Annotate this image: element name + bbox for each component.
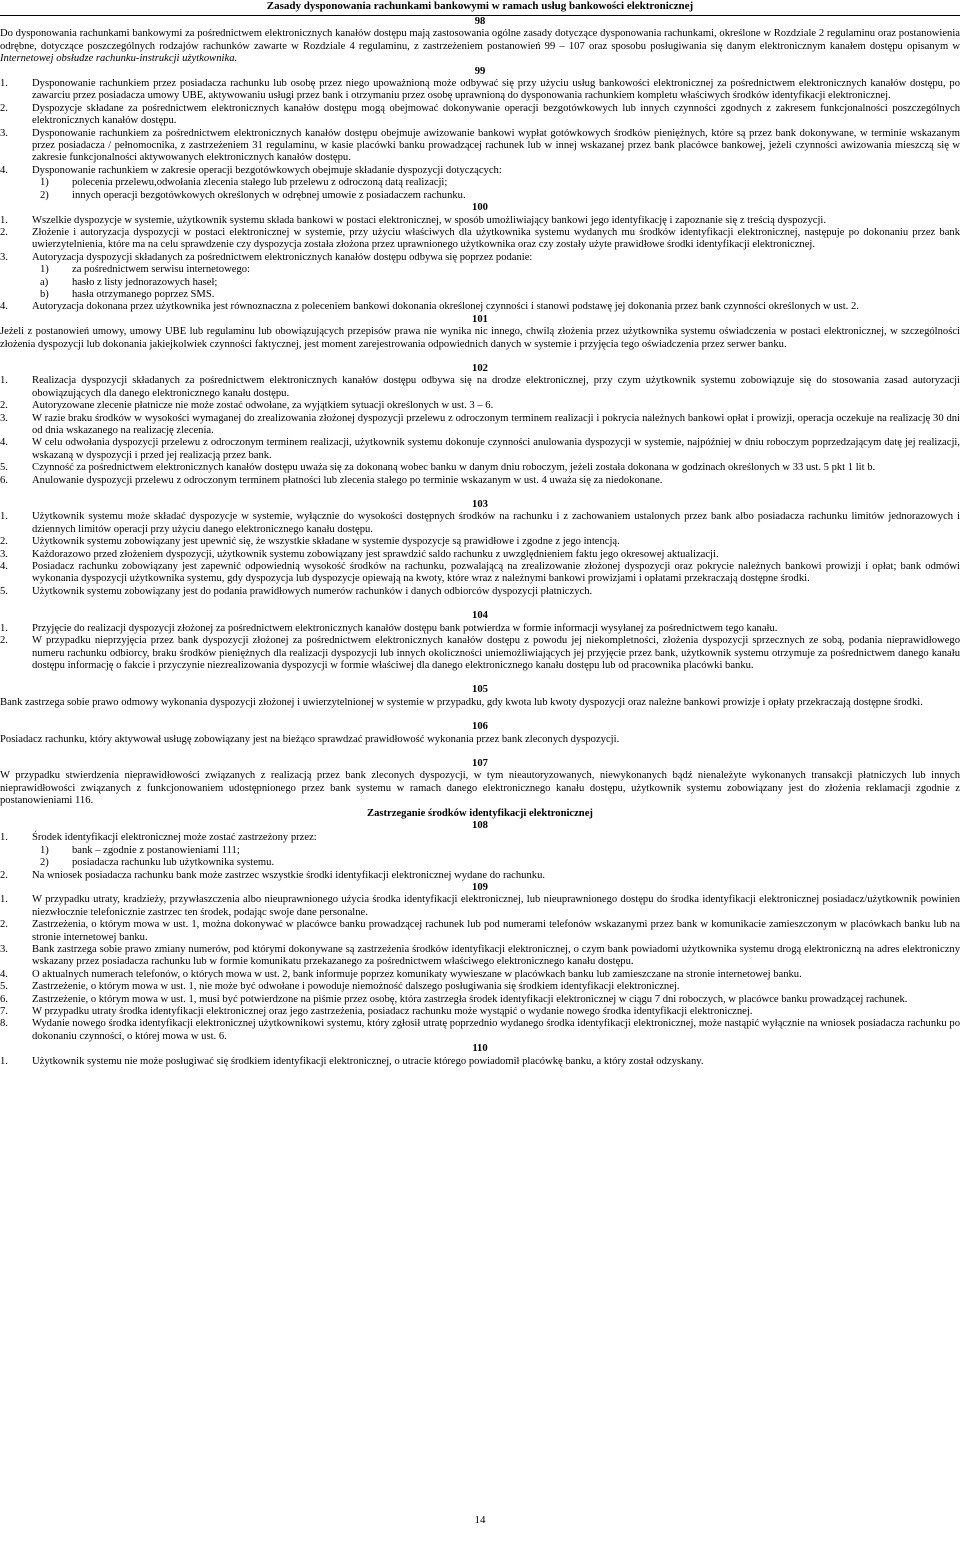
list-item-number: 2. [0, 869, 8, 881]
list-item [0, 919, 960, 944]
section-106 [0, 721, 960, 746]
list-item-number: 1) [40, 177, 49, 189]
list-item-number: 7. [0, 1006, 8, 1018]
paragraph-text [0, 326, 960, 351]
list-item-text: Czynność za pośrednictwem elektronicznych kanałów dostępu uważa się za dokonaną wobec banku w danym dniu roboczym, jeżeli została dokonana w godzinach określonych w 33 ust. 5 pkt 1 lit b. [32, 462, 876, 474]
list-item-number: b) [40, 288, 49, 300]
section-109 [0, 882, 960, 1043]
list-item-text: Autoryzowane zlecenie płatnicze nie może zostać odwołane, za wyjątkiem sytuacji określonych w ust. 3 – 6. [32, 400, 494, 412]
list-item-text: Użytkownik systemu zobowiązany jest upewnić się, że wszystkie składane w systemie dyspozycje są prawidłowe i zgodne z jego intencją. [32, 536, 620, 548]
list-item-text: za pośrednictwem serwisu internetowego: [72, 264, 250, 276]
list-item-number: 6. [0, 993, 8, 1005]
list-item-text: Złożenie i autoryzacja dyspozycji w postaci elektronicznej w systemie, przy użyciu właściwych dla użytkownika systemu wydanych mu środków identyfikacji elektronicznej, następuje po dokonaniu przez bank uwierzytelnienia, które ma na celu sprawdzenie czy dyspozycja została złożona przez uprawnionego użytkownika oraz czy zostały użyte prawidłowe środki identyfikacji elektronicznej. [32, 226, 960, 251]
list-item-number: 2. [0, 635, 8, 647]
paragraph-heading: 101 [472, 313, 488, 325]
section-98 [0, 16, 960, 66]
paragraph-text-italic: Internetowej obsłudze rachunku-instrukcji użytkownika. [0, 53, 238, 65]
list-item [0, 177, 960, 189]
list-item-number: 6. [0, 474, 8, 486]
section-105 [0, 684, 960, 709]
list-item [0, 227, 960, 252]
list-item-text: W przypadku nieprzyjęcia przez bank dyspozycji złożonej za pośrednictwem elektronicznych kanałów dostępu z powodu jej niekompletności, złożenia dyspozycji sprzecznych ze sobą, podania nieprawidłowego numeru rachunku odbiorcy, braku środków pieniężnych dla realizacji dyspozycji lub innych okoliczności uniemożliwiających jej przyjęcie przez bank, użytkownik systemu otrzymuje za pośrednictwem danego kanału dostępu informację o fakcie i przyczynie niezrealizowania dyspozycji w formie właściwej dla danego elektronicznego kanału dostępu lub od pracownika placówki banku. [32, 635, 960, 671]
paragraph-heading: 105 [472, 684, 488, 696]
list-item-number: 1. [0, 375, 8, 387]
paragraph-heading: 100 [472, 202, 488, 214]
section-101 [0, 314, 960, 351]
list-item-number: 4. [0, 437, 8, 449]
list-item-text: Użytkownik systemu nie może posługiwać się środkiem identyfikacji elektronicznej, o utracie którego powiadomił placówkę banku, a który został odzyskany. [32, 1055, 704, 1067]
list-item-number: 2) [40, 189, 49, 201]
list-item-number: 2) [40, 857, 49, 869]
list-item-text: Dysponowanie rachunkiem przez posiadacza rachunku lub osobę przez niego upoważnioną może odbywać się przy użyciu usług bankowości elektronicznej za pośrednictwem elektronicznych kanałów dostępu, po zawarciu przez posiadacza umowy UBE, aktywowaniu usługi przez bank i otrzymaniu przez osobę uprawnioną do dysponowania rachunkiem kompletu właściwych środków identyfikacji elektronicznej. [32, 78, 960, 102]
paragraph-heading: 99 [474, 65, 486, 77]
list-item [0, 128, 960, 165]
list-item-text: Anulowanie dyspozycji przelewu z odroczonym terminem płatności lub zlecenia stałego po terminie wskazanym w ust. 4 uważa się za niedokonane. [32, 474, 663, 486]
list-item [0, 190, 960, 202]
list-item-text: hasła otrzymanego poprzez SMS. [72, 288, 215, 300]
list-item [0, 462, 960, 474]
list-item-number: 2. [0, 400, 8, 412]
list-item-text: O aktualnych numerach telefonów, o których mowa w ust. 2, bank informuje poprzez komunikaty wywieszane w placówkach banku lub zamieszczane na stronie internetowej banku. [32, 968, 802, 980]
list-item [0, 832, 960, 844]
list-item [0, 437, 960, 462]
section-99 [0, 66, 960, 202]
list-item-text: Zastrzeżenia, o którym mowa w ust. 1, można dokonywać w placówce banku prowadzącej rachunek lub pod numerami telefonów wskazanymi przez bank w komunikacie zamieszczonym w placówkach banku lub na stronie internetowej banku. [32, 919, 960, 943]
list-item [0, 264, 960, 276]
list-item-text: Użytkownik systemu może składać dyspozycje w systemie, wyłącznie do wysokości dostępnych środków na rachunku i z zachowaniem ustalonych przez bank albo posiadacza rachunku limitów jednorazowych i dziennych limitów operacji przy użyciu danego elektronicznego kanału dostępu. [32, 511, 960, 535]
list-item-text: Środek identyfikacji elektronicznej może zostać zastrzeżony przez: [32, 832, 317, 844]
list-item-number: 1. [0, 894, 8, 906]
list-item-number: 1. [0, 511, 8, 523]
paragraph-heading: 110 [472, 1043, 488, 1055]
paragraph-heading: 103 [472, 499, 488, 511]
list-item-number: 4. [0, 164, 8, 176]
list-item [0, 78, 960, 103]
list-item [0, 981, 960, 993]
list-item-number: 5. [0, 981, 8, 993]
list-item-number: 2. [0, 919, 8, 931]
list-item-number: 1. [0, 214, 8, 226]
list-item [0, 289, 960, 301]
paragraph-heading: 107 [472, 757, 488, 769]
list-item [0, 845, 960, 857]
list-item-text: W celu odwołania dyspozycji przelewu z odroczonym terminem realizacji, użytkownik systemu dokonuje czynności anulowania dyspozycji w systemie, najpóźniej w dniu roboczym poprzedzającym datę jej realizacji, wskazaną w dyspozycji i przed jej realizacją przez bank. [32, 437, 960, 461]
list-item [0, 1056, 960, 1068]
list-item [0, 103, 960, 128]
list-item-number: 3. [0, 944, 8, 956]
list-item-number: 1. [0, 1055, 8, 1067]
paragraph-text [0, 770, 960, 807]
list-item-text: posiadacza rachunku lub użytkownika systemu. [72, 857, 275, 869]
list-item [0, 252, 960, 264]
list-item-text: Autoryzacja dyspozycji składanych za pośrednictwem elektronicznych kanałów dostępu odbywa się poprzez podanie: [32, 251, 533, 263]
list-item [0, 635, 960, 672]
list-item-number: 3. [0, 127, 8, 139]
list-item-text: bank – zgodnie z postanowieniami 111; [72, 844, 240, 856]
list-item-number: 1. [0, 78, 8, 90]
list-item-text: hasło z listy jednorazowych haseł; [72, 276, 218, 288]
list-item-number: 4. [0, 301, 8, 313]
page-title: Zasady dysponowania rachunkami bankowymi w ramach usług bankowości elektronicznej [266, 0, 694, 12]
list-item-text: polecenia przelewu,odwołania zlecenia stałego lub przelewu z odroczoną datą realizacji; [72, 177, 448, 189]
paragraph-heading: 108 [472, 819, 488, 831]
list-item-number: a) [40, 276, 49, 288]
list-item [0, 165, 960, 177]
list-item-number: 1) [40, 844, 49, 856]
paragraph-text-main: Posiadacz rachunku, który aktywował usługę zobowiązany jest na bieżąco sprawdzać prawidłowość wykonania przez bank zleconych dyspozycji. [0, 733, 620, 745]
chapter-subheading: Zastrzeganie środków identyfikacji elektronicznej [367, 807, 593, 819]
list-item [0, 375, 960, 400]
list-item-text: innych operacji bezgotówkowych określonych w odrębnej umowie z posiadaczem rachunku. [72, 189, 466, 201]
list-item [0, 511, 960, 536]
list-item [0, 301, 960, 313]
list-item-number: 4. [0, 561, 8, 573]
list-item-number: 8. [0, 1018, 8, 1030]
list-item-text: Zastrzeżenie, o którym mowa w ust. 1, musi być potwierdzone na piśmie przez osobę, która zastrzegła środek identyfikacji elektronicznej w ciągu 7 dni roboczych, w placówce banku prowadzącej rachunek. [32, 993, 908, 1005]
list-item-text: Realizacja dyspozycji składanych za pośrednictwem elektronicznych kanałów dostępu odbywa się na drodze elektronicznej, przy czym użytkownik systemu zobowiązuje się do stosowania zasad autoryzacji obowiązujących dla danego elektronicznego kanału dostępu. [32, 375, 960, 399]
paragraph-heading: 109 [472, 882, 488, 893]
list-item-number: 3. [0, 251, 8, 263]
section-102 [0, 363, 960, 487]
list-item [0, 400, 960, 412]
paragraph-text-main: Jeżeli z postanowień umowy, umowy UBE lub regulaminu lub obowiązujących przepisów prawa nie wynika nic innego, chwilą złożenia przez użytkownika systemu oświadczenia w postaci elektronicznej, w szczególności złożenia dyspozycji lub dokonania jakiejkolwiek czynności faktycznej, jest moment zarejestrowania odpowiednich danych w systemie i przyjęcia tego oświadczenia przez serwer banku. [0, 326, 960, 350]
list-item [0, 549, 960, 561]
list-item-number: 3. [0, 548, 8, 560]
list-item-text: Wszelkie dyspozycje w systemie, użytkownik systemu składa bankowi w postaci elektronicznej, w sposób umożliwiający bankowi jego identyfikację i zapoznanie się z treścią dyspozycji. [32, 214, 827, 226]
paragraph-heading: 98 [474, 16, 486, 27]
list-item-number: 5. [0, 585, 8, 597]
section-103 [0, 499, 960, 598]
paragraph-heading: 106 [472, 721, 488, 733]
list-item [0, 1018, 960, 1043]
list-item-number: 2. [0, 102, 8, 114]
paragraph-text [0, 734, 960, 746]
list-item [0, 857, 960, 869]
page-number: 14 [474, 1514, 486, 1526]
list-item [0, 944, 960, 969]
list-item-text: W razie braku środków w wysokości wymaganej do zrealizowania złożonej dyspozycji przelewu z odroczonym terminem realizacji i pokrycia należnych bankowi opłat i prowizji, operacja oczekuje na realizację 30 dni od dnia wskazanego na realizację zlecenia. [32, 412, 960, 436]
list-item-text: W przypadku utraty, kradzieży, przywłaszczenia albo nieuprawnionego użycia środka identyfikacji elektronicznej, lub nieuprawnionego dostępu do środka identyfikacji elektronicznej posiadacz/użytkownik powinien niezwłocznie telefonicznie zastrzec ten środek, podając swoje dane personalne. [32, 894, 960, 918]
list-item-text: Dysponowanie rachunkiem w zakresie operacji bezgotówkowych obejmuje składanie dyspozycji dotyczących: [32, 164, 502, 176]
paragraph-text-main: Bank zastrzega sobie prawo odmowy wykonania dyspozycji złożonej i uwierzytelnionej w systemie w przypadku, gdy kwota lub kwoty dyspozycji oraz należne bankowi prowizje i opłaty przekraczają dostępne środki. [0, 696, 923, 708]
section-110 [0, 1043, 960, 1068]
list-item-number: 1. [0, 622, 8, 634]
list-item-text: Każdorazowo przed złożeniem dyspozycji, użytkownik systemu zobowiązany jest sprawdzić saldo rachunku z uwzględnieniem faktu jego okresowej aktualizacji. [32, 548, 719, 560]
paragraph-text-main: W przypadku stwierdzenia nieprawidłowości związanych z realizacją przez bank zleconych dyspozycji, w tym nieautoryzowanych, niewykonanych bądź nienależyte wykonanych transakcji płatniczych lub innych nieprawidłowości związanych z funkcjonowaniem udostępnionego przez bank systemu w ramach danego elektronicznego kanału dostępu, użytkownik systemu zobowiązany jest do złożenia reklamacji zgodnie z postanowieniami 116. [0, 770, 960, 807]
list-item [0, 215, 960, 227]
list-item [0, 536, 960, 548]
list-item-number: 2. [0, 226, 8, 238]
section-104 [0, 610, 960, 672]
list-item [0, 894, 960, 919]
list-item-text: W przypadku utraty środka identyfikacji elektronicznej oraz jego zastrzeżenia, posiadacz rachunku może wystąpić o wydanie nowego środka identyfikacji elektronicznej. [32, 1006, 753, 1018]
list-item-number: 3. [0, 412, 8, 424]
list-item-number: 2. [0, 536, 8, 548]
list-item-number: 1. [0, 832, 8, 844]
list-item-text: Posiadacz rachunku zobowiązany jest zapewnić odpowiednią wysokość środków na rachunku, pozwalającą na zrealizowanie złożonej dyspozycji oraz pokrycie należnych bankowi prowizji i opłat; bank odmówi wykonania dyspozycji użytkownika systemu, gdy dyspozycja lub dyspozycje opiewają na kwoty, które wraz z należnymi bankowi prowizjami i opłatami przekraczają dostępne środki. [32, 561, 960, 585]
list-item-text: Wydanie nowego środka identyfikacji elektronicznej użytkownikowi systemu, który zgłosił utratę poprzednio wydanego środka identyfikacji elektronicznej, może nastąpić wyłącznie na wniosek posiadacza rachunku po dokonaniu czynności, o której mowa w ust. 6. [32, 1018, 960, 1042]
list-item [0, 413, 960, 438]
list-item [0, 994, 960, 1006]
list-item-number: 5. [0, 462, 8, 474]
list-item-text: Bank zastrzega sobie prawo zmiany numerów, pod którymi dokonywane są zastrzeżenia środków identyfikacji elektronicznej, o czym bank powiadomi użytkownika systemu drogą elektroniczną na adres elektroniczny wskazany przez posiadacza rachunku lub w formie komunikatu przekazanego za pośrednictwem właściwego elektronicznego kanału dostępu. [32, 944, 960, 968]
section-100 [0, 202, 960, 314]
list-item [0, 870, 960, 882]
paragraph-heading: 102 [472, 362, 488, 374]
paragraph-text-main: Do dysponowania rachunkami bankowymi za pośrednictwem elektronicznych kanałów dostępu mają zastosowania ogólne zasady dotyczące dysponowania rachunkami, określone w Rozdziale 2 regulaminu oraz postanowienia odrębne, dotyczące poszczególnych rodzajów rachunków zawarte w Rozdziale 4 regulaminu, z zastrzeżeniem postanowień 99 – 107 oraz sposobu posługiwania się danym elektronicznym kanałem dostępu opisanym w [0, 28, 960, 52]
paragraph-heading: 104 [472, 610, 488, 622]
list-item [0, 969, 960, 981]
list-item-text: Przyjęcie do realizacji dyspozycji złożonej za pośrednictwem elektronicznych kanałów dostępu bank potwierdza w formie informacji wysyłanej za pośrednictwem tego kanału. [32, 622, 778, 634]
list-item [0, 623, 960, 635]
section-108 [0, 808, 960, 882]
list-item-text: Użytkownik systemu zobowiązany jest do podania prawidłowych numerów rachunków i danych odbiorców dyspozycji płatniczych. [32, 585, 593, 597]
document-body [0, 16, 960, 1068]
list-item-number: 1) [40, 264, 49, 276]
list-item-text: Zastrzeżenie, o którym mowa w ust. 1, nie może być odwołane i powoduje niemożność dalszego posługiwania się środkiem identyfikacji elektronicznej. [32, 981, 680, 993]
list-item-number: 4. [0, 968, 8, 980]
list-item [0, 475, 960, 487]
paragraph-text [0, 28, 960, 65]
list-item [0, 561, 960, 586]
list-item [0, 586, 960, 598]
list-item-text: Autoryzacja dokonana przez użytkownika jest równoznaczna z poleceniem bankowi dokonania określonej czynności i stanowi podstawę jej dokonania przez bank czynności określonych w ust. 2. [32, 301, 859, 313]
section-107 [0, 758, 960, 808]
list-item-text: Na wniosek posiadacza rachunku bank może zastrzec wszystkie środki identyfikacji elektronicznej wydane do rachunku. [32, 869, 546, 881]
list-item [0, 1006, 960, 1018]
list-item-text: Dyspozycje składane za pośrednictwem elektronicznych kanałów dostępu mogą obejmować dokonywanie operacji bezgotówkowych lub innych czynności zgodnych z zakresem funkcjonalności poszczególnych elektronicznych kanałów dostępu. [32, 102, 960, 127]
paragraph-text [0, 697, 960, 709]
list-item-text: Dysponowanie rachunkiem za pośrednictwem elektronicznych kanałów dostępu obejmuje awizowanie bankowi wypłat gotówkowych środków pieniężnych, które są przez bank dokonywane, w terminie wskazanym przez posiadacza / pełnomocnika, z zastrzeżeniem 31 regulaminu, w kasie placówki banku prowadzącej rachunek lub w innej wskazanej przez bank placówce bankowej, jeżeli czynności awizowania mieszczą się w zakresie funkcjonalności aktywowanych elektronicznych kanałów dostępu. [32, 127, 960, 164]
list-item [0, 277, 960, 289]
